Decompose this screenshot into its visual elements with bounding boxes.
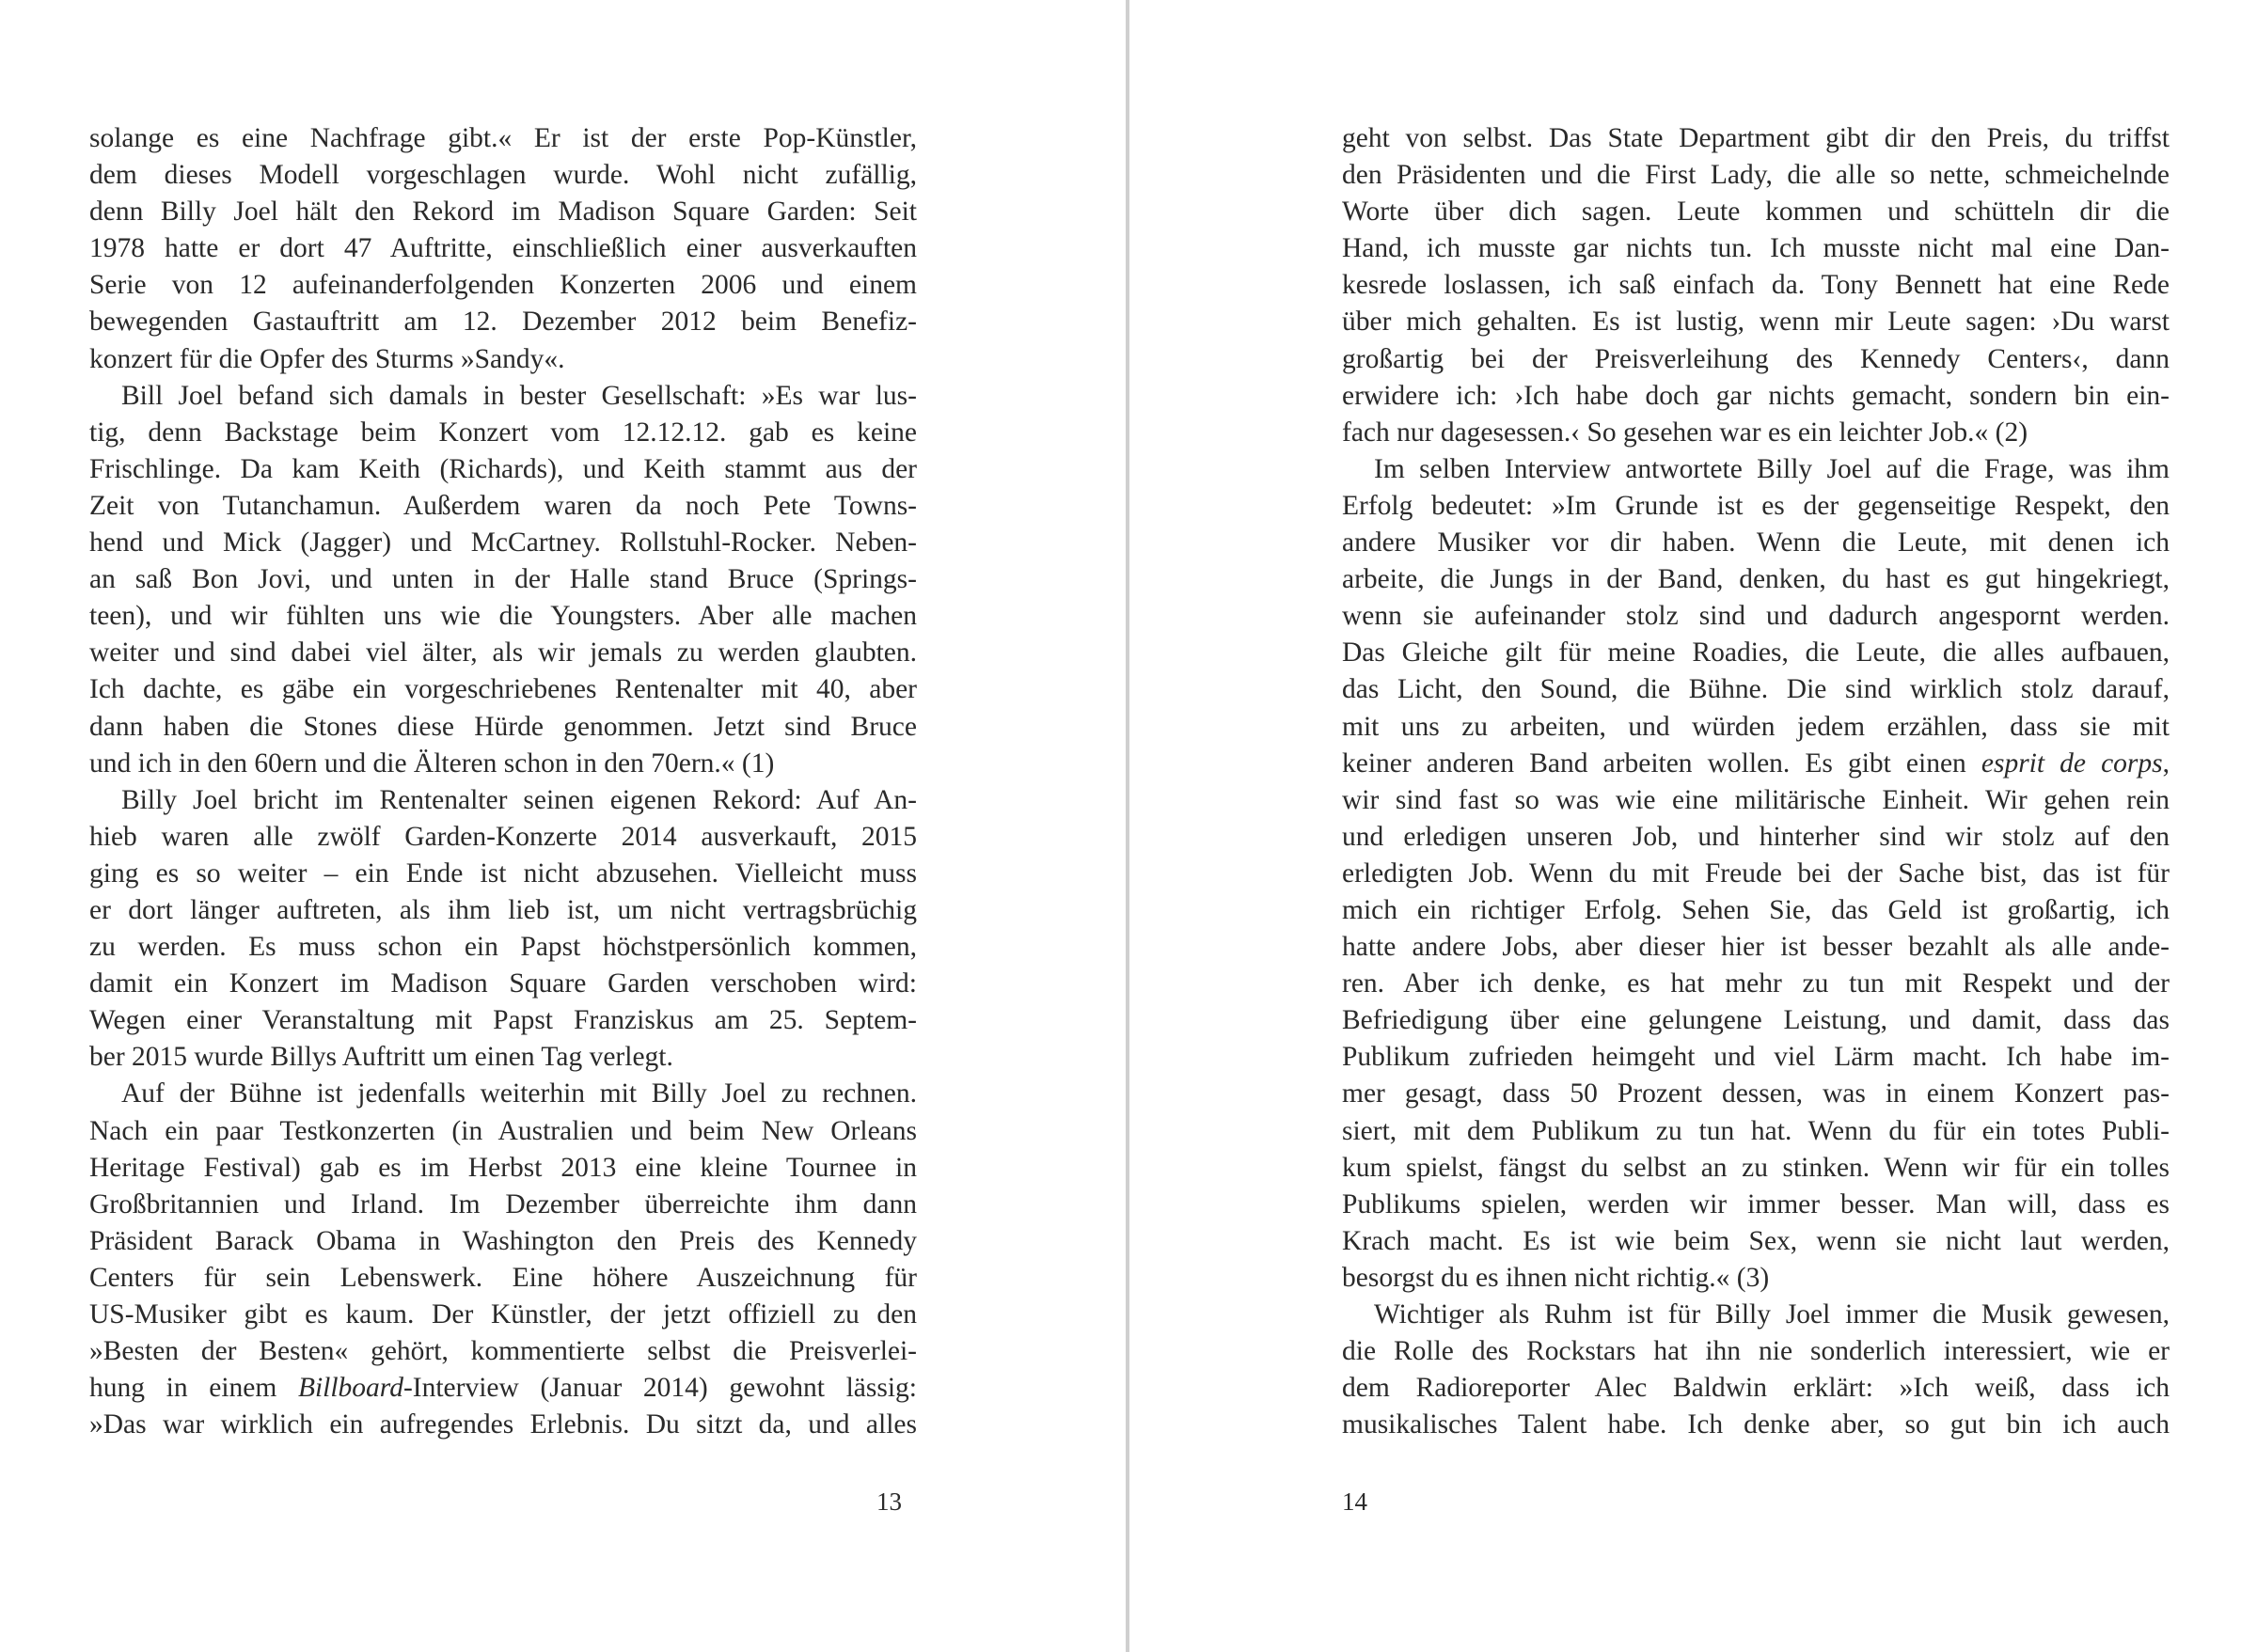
right-page — [1130, 0, 2257, 1652]
italic-text: esprit de corps — [1981, 747, 2163, 779]
text-line: hatte andere Jobs, aber dieser hier ist besser bezahlt als alle ande- — [1342, 932, 2170, 963]
text-line: teen), und wir fühlten uns wie die Youngsters. Aber alle machen — [89, 601, 917, 632]
text-line: andere Musiker vor dir haben. Wenn die Leute, mit denen ich — [1342, 527, 2170, 559]
text-line: hieb waren alle zwölf Garden-Konzerte 2014 ausverkauft, 2015 — [89, 821, 917, 852]
text-line: denn Billy Joel hält den Rekord im Madison Square Garden: Seit — [89, 197, 917, 228]
text-span: keiner anderen Band arbeiten wollen. Es gibt einen — [1342, 747, 1981, 779]
text-line: das Licht, den Sound, die Bühne. Die sind wirklich stolz darauf, — [1342, 674, 2170, 705]
text-line: dem Radioreporter Alec Baldwin erklärt: »Ich weiß, dass ich — [1342, 1373, 2170, 1404]
page-gutter-divider — [1126, 0, 1129, 1652]
left-page — [0, 0, 1128, 1652]
text-line: Ich dachte, es gäbe ein vorgeschriebenes Rentenalter mit 40, aber — [89, 674, 917, 705]
text-line: »Das war wirklich ein aufregendes Erlebnis. Du sitzt da, und alles — [89, 1409, 917, 1440]
text-line: weiter und sind dabei viel älter, als wir jemals zu werden glaubten. — [89, 637, 917, 669]
text-line: Worte über dich sagen. Leute kommen und schütteln dir die — [1342, 197, 2170, 228]
text-line: mer gesagt, dass 50 Prozent dessen, was in einem Konzert pas- — [1342, 1078, 2170, 1109]
text-line: kum spielst, fängst du selbst an zu stinken. Wenn wir für ein tolles — [1342, 1152, 2170, 1183]
text-line: den Präsidenten und die First Lady, die alle so nette, schmeichelnde — [1342, 160, 2170, 191]
text-line: über mich gehalten. Es ist lustig, wenn mir Leute sagen: ›Du warst — [1342, 307, 2170, 338]
text-line: an saß Bon Jovi, und unten in der Halle stand Bruce (Springs- — [89, 564, 917, 595]
text-line — [1342, 746, 2170, 782]
text-line: Nach ein paar Testkonzerten (in Australien und beim New Orleans — [89, 1115, 917, 1146]
text-line: Frischlinge. Da kam Keith (Richards), und Keith stammt aus der — [89, 453, 917, 484]
left-page-text — [89, 120, 917, 1443]
text-line: »Besten der Besten« gehört, kommentierte selbst die Preisverlei- — [89, 1336, 917, 1367]
text-line: wenn sie aufeinander stolz sind und dadurch angespornt werden. — [1342, 601, 2170, 632]
text-line: Publikums spielen, werden wir immer besser. Man will, dass es — [1342, 1188, 2170, 1219]
text-line: musikalisches Talent habe. Ich denke aber, so gut bin ich auch — [1342, 1409, 2170, 1440]
text-span: hung in einem — [89, 1373, 298, 1404]
text-line: tig, denn Backstage beim Konzert vom 12.12.12. gab es keine — [89, 417, 917, 448]
text-line: Das Gleiche gilt für meine Roadies, die Leute, die alles aufbauen, — [1342, 637, 2170, 669]
text-line: zu werden. Es muss schon ein Papst höchstpersönlich kommen, — [89, 932, 917, 963]
text-line: US-Musiker gibt es kaum. Der Künstler, der jetzt offiziell zu den — [89, 1299, 917, 1329]
text-line: erwidere ich: ›Ich habe doch gar nichts gemacht, sondern bin ein- — [1342, 380, 2170, 411]
text-line: Großbritannien und Irland. Im Dezember überreichte ihm dann — [89, 1188, 917, 1219]
text-line: Heritage Festival) gab es im Herbst 2013 eine kleine Tournee in — [89, 1152, 917, 1183]
text-line: Erfolg bedeutet: »Im Grunde ist es der gegenseitige Respekt, den — [1342, 490, 2170, 521]
text-line: und ich in den 60ern und die Älteren schon in den 70ern.« (1) — [89, 747, 775, 779]
text-span: -Interview (Januar 2014) gewohnt lässig: — [402, 1373, 917, 1404]
text-line: Wichtiger als Ruhm ist für Billy Joel immer die Musik gewesen, — [1374, 1299, 2170, 1329]
text-line: und erledigen unseren Job, und hinterher sind wir stolz auf den — [1342, 821, 2170, 852]
text-line — [89, 1370, 917, 1407]
text-line: wir sind fast so was wie eine militärische Einheit. Wir gehen rein — [1342, 784, 2170, 815]
text-line: konzert für die Opfer des Sturms »Sandy«. — [89, 343, 565, 374]
text-line: Zeit von Tutanchamun. Außerdem waren da noch Pete Towns- — [89, 490, 917, 521]
text-line: solange es eine Nachfrage gibt.« Er ist der erste Pop-Künstler, — [89, 123, 917, 153]
text-line: die Rolle des Rockstars hat ihn nie sonderlich interessiert, wie er — [1342, 1336, 2170, 1367]
text-line: Krach macht. Es ist wie beim Sex, wenn sie nicht laut werden, — [1342, 1225, 2170, 1256]
text-line: 1978 hatte er dort 47 Auftritte, einschließlich einer ausverkauften — [89, 233, 917, 264]
text-line: geht von selbst. Das State Department gibt dir den Preis, du triffst — [1342, 123, 2170, 153]
text-line: ging es so weiter – ein Ende ist nicht abzusehen. Vielleicht muss — [89, 857, 917, 889]
text-line: Im selben Interview antwortete Billy Joel auf die Frage, was ihm — [1374, 453, 2170, 484]
text-line: kesrede loslassen, ich saß einfach da. Tony Bennett hat eine Rede — [1342, 270, 2170, 301]
text-span: , — [2162, 747, 2170, 779]
text-line: besorgst du es ihnen nicht richtig.« (3) — [1342, 1262, 1770, 1293]
text-line: Bill Joel befand sich damals in bester Gesellschaft: »Es war lus- — [121, 380, 917, 411]
text-line: siert, mit dem Publikum zu tun hat. Wenn du für ein totes Publi- — [1342, 1115, 2170, 1146]
text-line: fach nur dagesessen.‹ So gesehen war es ein leichter Job.« (2) — [1342, 417, 2028, 448]
text-line: Billy Joel bricht im Rentenalter seinen eigenen Rekord: Auf An- — [121, 784, 917, 815]
text-line: bewegenden Gastauftritt am 12. Dezember 2012 beim Benefiz- — [89, 307, 917, 338]
text-line: ber 2015 wurde Billys Auftritt um einen Tag verlegt. — [89, 1042, 673, 1073]
text-line: hend und Mick (Jagger) und McCartney. Rollstuhl-Rocker. Neben- — [89, 527, 917, 559]
text-line: Serie von 12 aufeinanderfolgenden Konzerten 2006 und einem — [89, 270, 917, 301]
text-line: arbeite, die Jungs in der Band, denken, du hast es gut hingekriegt, — [1342, 564, 2170, 595]
text-line: großartig bei der Preisverleihung des Kennedy Centers‹, dann — [1342, 343, 2170, 374]
page-number: 13 — [876, 1487, 902, 1516]
text-line: ren. Aber ich denke, es hat mehr zu tun mit Respekt und der — [1342, 968, 2170, 999]
text-line: Präsident Barack Obama in Washington den Preis des Kennedy — [89, 1225, 917, 1256]
text-line: mit uns zu arbeiten, und würden jedem erzählen, dass sie mit — [1342, 711, 2170, 742]
right-page-text — [1342, 120, 2170, 1443]
text-line: Befriedigung über eine gelungene Leistung, und damit, dass das — [1342, 1005, 2170, 1036]
text-line: dann haben die Stones diese Hürde genommen. Jetzt sind Bruce — [89, 711, 917, 742]
text-line: damit ein Konzert im Madison Square Garden verschoben wird: — [89, 968, 917, 999]
text-line: erledigten Job. Wenn du mit Freude bei der Sache bist, das ist für — [1342, 857, 2170, 889]
text-line: Wegen einer Veranstaltung mit Papst Franziskus am 25. Septem- — [89, 1005, 917, 1036]
text-line: er dort länger auftreten, als ihm lieb ist, um nicht vertragsbrüchig — [89, 894, 917, 925]
page-number: 14 — [1342, 1487, 1367, 1516]
text-line: dem dieses Modell vorgeschlagen wurde. Wohl nicht zufällig, — [89, 160, 917, 191]
italic-text: Billboard — [297, 1373, 403, 1404]
text-line: mich ein richtiger Erfolg. Sehen Sie, das Geld ist großartig, ich — [1342, 894, 2170, 925]
text-line: Auf der Bühne ist jedenfalls weiterhin mit Billy Joel zu rechnen. — [121, 1078, 917, 1109]
text-line: Hand, ich musste gar nichts tun. Ich musste nicht mal eine Dan- — [1342, 233, 2170, 264]
text-line: Publikum zufrieden heimgeht und viel Lärm macht. Ich habe im- — [1342, 1042, 2170, 1073]
text-line: Centers für sein Lebenswerk. Eine höhere Auszeichnung für — [89, 1262, 917, 1293]
